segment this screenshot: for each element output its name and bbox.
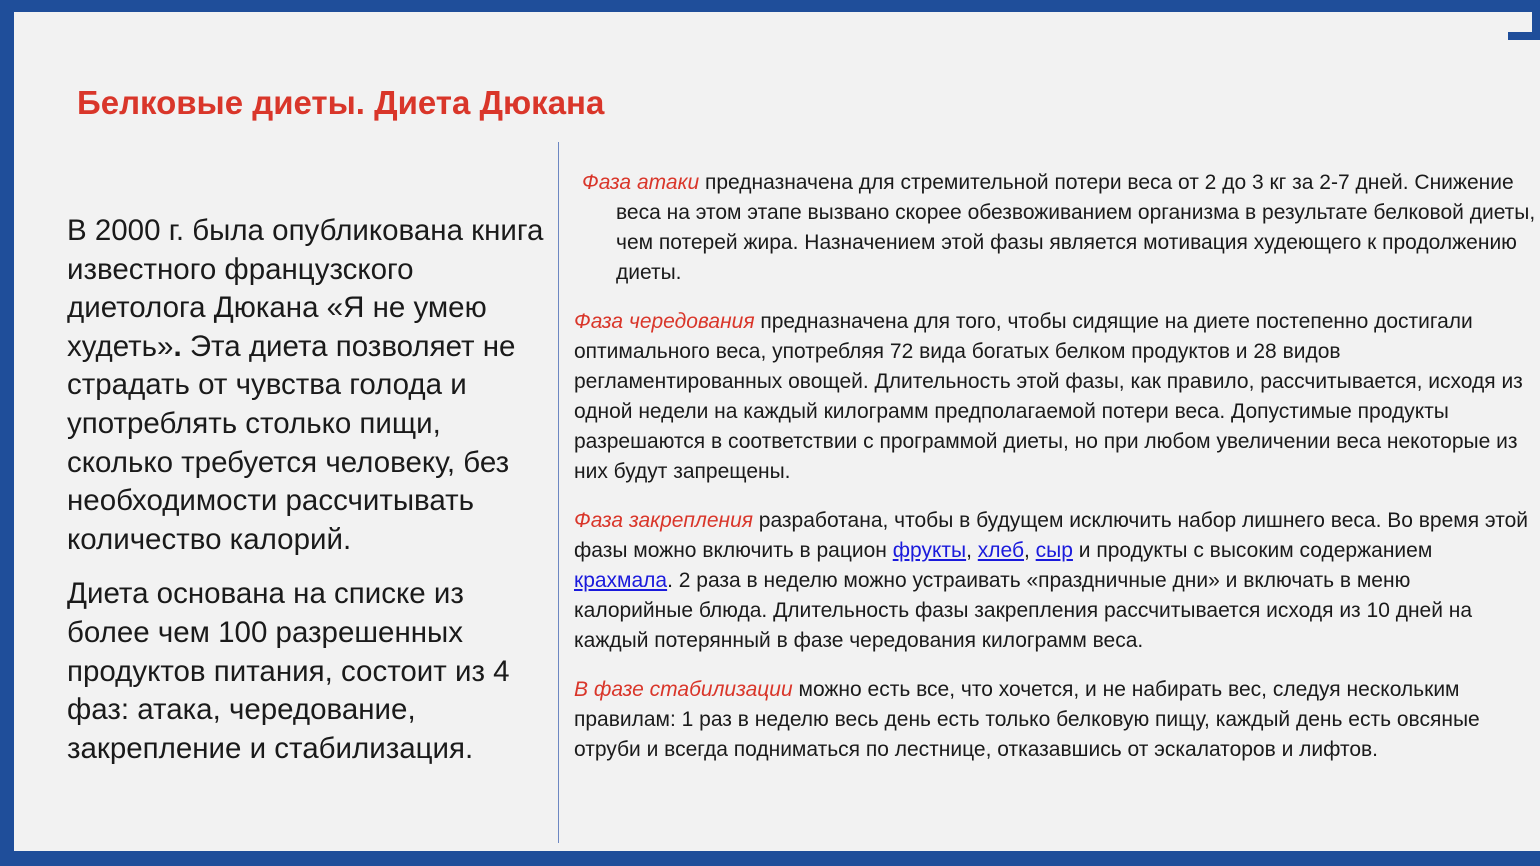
frame-top-bar (0, 0, 1540, 12)
consolidation-sep-1: , (966, 539, 978, 562)
right-column (574, 168, 1536, 784)
fruit-link[interactable]: фрукты (892, 539, 967, 562)
slide-title: Белковые диеты. Диета Дюкана (77, 84, 605, 121)
cruise-phase-paragraph (574, 307, 1529, 487)
cheese-link[interactable]: сыр (1035, 539, 1073, 562)
left-column (67, 212, 549, 784)
consolidation-text-1: разработана, чтобы в будущем исключить набор лишнего веса. Во время этой фазы можно включить в рацион (574, 509, 1528, 562)
stabilization-phase-label: В фазе стабилизации (574, 678, 793, 701)
stabilization-phase-paragraph (574, 675, 1529, 765)
cruise-phase-text: предназначена для того, чтобы сидящие на диете постепенно достигали оптимального веса, употребляя 72 вида богатых белком продуктов и 28 видов регламентированных овощей. Длительность этой фазы, как правило, рассчитывается, исходя из одной недели на каждый килограмм предполагаемой потери веса. Допустимые продукты разрешаются в соответствии с программой диеты, но при любом увеличении веса некоторые из них будут запрещены. (574, 310, 1523, 483)
starch-link[interactable]: крахмала (574, 569, 668, 592)
attack-phase-text: предназначена для стремительной потери веса от 2 до 3 кг за 2-7 дней. Снижение веса на этом этапе вызвано скорее обезвоживанием организма в результате белковой диеты, чем потерей жира. Назначением этой фазы является мотивация худеющего к продолжению диеты. (616, 171, 1536, 284)
intro-bold-dot: . (173, 329, 182, 363)
consolidation-sep-2: , (1024, 539, 1036, 562)
consolidation-phase-paragraph (574, 506, 1529, 656)
consolidation-phase-label: Фаза закрепления (574, 509, 753, 532)
intro-text: В 2000 г. была опубликована книга известного французского диетолога Дюкана «Я не умею худеть» (67, 214, 544, 363)
bread-link[interactable]: хлеб (977, 539, 1024, 562)
stabilization-phase-text: можно есть все, что хочется, и не набирать вес, следуя нескольким правилам: 1 раз в неделю весь день есть только белковую пищу, каждый день есть овсяные отруби и всегда подниматься по лестнице, отказавшись от эскалаторов и лифтов. (574, 678, 1480, 761)
attack-phase-label: Фаза атаки (582, 171, 700, 194)
frame-bottom-bar (0, 851, 1540, 866)
intro-paragraph (67, 212, 549, 559)
cruise-phase-label: Фаза чередования (574, 310, 755, 333)
intro-rest: Эта диета позволяет не страдать от чувства голода и употреблять столько пищи, сколько требуется человеку, без необходимости рассчитывать количество калорий. (67, 329, 516, 556)
summary-paragraph: Диета основана на списке из более чем 100 разрешенных продуктов питания, состоит из 4 фаз: атака, чередование, закрепление и стабилизация. (67, 577, 510, 765)
frame-right-corner-cutout (1508, 12, 1532, 32)
column-divider (558, 142, 559, 843)
attack-phase-paragraph (574, 168, 1540, 288)
consolidation-text-3: . 2 раза в неделю можно устраивать «праздничные дни» и включать в меню калорийные блюда. Длительность фазы закрепления рассчитывается исходя из 10 дней на каждый потерянный в фазе чередования килограмм веса. (574, 569, 1473, 652)
consolidation-text-2: и продукты с высоким содержанием (1072, 539, 1433, 562)
frame-left-bar (0, 0, 14, 866)
